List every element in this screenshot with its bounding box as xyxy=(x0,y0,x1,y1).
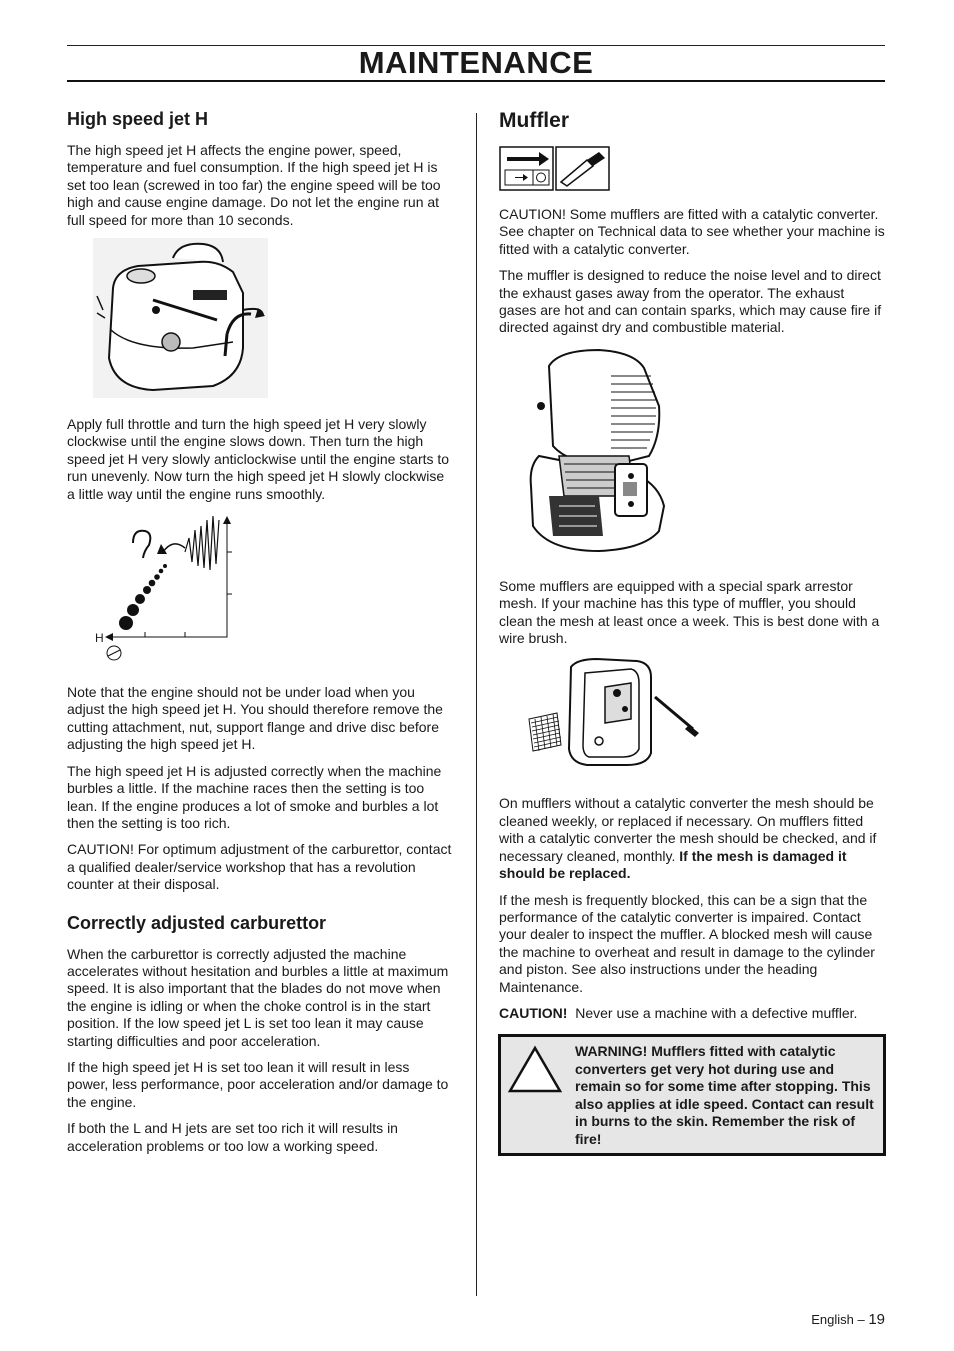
warning-box xyxy=(498,1034,886,1156)
paragraph: Note that the engine should not be under load when you adjust the high speed jet H. You should therefore remove the cutting attachment, nut, support flange and drive disc before adjusting the high speed jet H. xyxy=(67,684,443,753)
paragraph: If the high speed jet H is set too lean it will result in less power, less performance, poor acceleration and/or damage to the engine. xyxy=(67,1058,449,1110)
paragraph: CAUTION! For optimum adjustment of the carburettor, contact a qualified dealer/service workshop that has a revolution counter at their disposal. xyxy=(67,841,452,893)
paragraph: Apply full throttle and turn the high speed jet H very slowly clockwise until the engine slows down. Then turn the high speed jet H very slowly anticlockwise until the engine starts to run unevenly. Now turn the high speed jet H slowly clockwise a little way until the engine runs smoothly. xyxy=(67,416,450,502)
engine-jet-adjustment-illustration xyxy=(93,238,453,398)
mesh-replace-emphasis: If the mesh is damaged it should be replaced. xyxy=(499,847,847,882)
warning-text: WARNING! Mufflers fitted with catalytic converters get very hot during use and remain so for some time after stopping. This also applies at idle speed. Contact can result in burns to the skin. Remember the risk of fire! xyxy=(575,1043,874,1147)
paragraph: If the mesh is frequently blocked, this can be a sign that the performance of the catalytic converter is impaired. Contact your dealer to inspect the muffler. A blocked mesh will cause the machine to overheat and result in damage to the cylinder and piston. See also instructions under the heading Maintenance. xyxy=(499,891,875,995)
page-footer xyxy=(811,1311,885,1328)
page-number: 19 xyxy=(868,1311,885,1328)
section-heading-high-speed-jet: High speed jet H xyxy=(67,109,209,129)
section-heading-correct-carburettor: Correctly adjusted carburettor xyxy=(67,912,327,933)
right-column xyxy=(499,108,885,1031)
footer-language: English xyxy=(811,1312,854,1327)
mesh-cleaning-text: On mufflers without a catalytic converter the mesh should be cleaned weekly, or replaced if necessary. On mufflers fitted with a catalytic converter the mesh should be checked, and if necessary cleaned, monthly. xyxy=(499,795,877,864)
paragraph xyxy=(499,795,885,882)
paragraph: If both the L and H jets are set too rich it will results in acceleration problems or too low a working speed. xyxy=(67,1120,398,1154)
paragraph xyxy=(499,1005,885,1022)
paragraph: When the carburettor is correctly adjusted the machine accelerates without hesitation and burbles a little at maximum speed. It is also important that the blades do not move when the engine is idling or when the choke control is in the start position. If the low speed jet L is set too lean it may cause starting difficulties and poor acceleration. xyxy=(67,945,449,1049)
paragraph: Some mufflers are equipped with a special spark arrestor mesh. If your machine has this type of muffler, you should clean the mesh at least once a week. This is best done with a wire brush. xyxy=(499,577,880,647)
muffler-engine-illustration xyxy=(519,346,885,556)
caution-label: CAUTION! xyxy=(499,1004,568,1021)
jet-adjustment-diagram xyxy=(93,512,233,664)
header-rule-bottom xyxy=(67,80,885,82)
paragraph: The high speed jet H is adjusted correctly when the machine burbles a little. If the machine races then the setting is too lean. If the engine produces a lot of smoke and burbles a lot then the setting is too rich. xyxy=(67,762,442,831)
paragraph: The high speed jet H affects the engine power, speed, temperature and fuel consumption. If the high speed jet H is set too lean (screwed in too far) the engine speed will be too high and cause engine damage. Do not let the engine run at full speed for more than 10 seconds. xyxy=(67,142,441,228)
spark-arrestor-mesh-illustration xyxy=(527,657,885,769)
paragraph: CAUTION! Some mufflers are fitted with a catalytic converter. See chapter on Technical data to see whether your machine is fitted with a catalytic converter. xyxy=(499,206,885,257)
paragraph: The muffler is designed to reduce the noise level and to direct the exhaust gases away from the operator. The exhaust gases are hot and can contain sparks, which may cause fire if directed against dry and combustible material. xyxy=(499,267,882,336)
page-title: MAINTENANCE xyxy=(358,45,594,80)
section-heading-muffler: Muffler xyxy=(499,109,569,132)
left-column xyxy=(67,108,453,1164)
footer-separator: – xyxy=(853,1312,869,1327)
maintenance-symbol-icons xyxy=(499,146,885,192)
jet-h-label: H xyxy=(95,631,104,646)
caution-text: Never use a machine with a defective muffler. xyxy=(567,1004,858,1021)
warning-triangle-icon xyxy=(507,1045,563,1095)
column-divider xyxy=(476,113,477,1296)
